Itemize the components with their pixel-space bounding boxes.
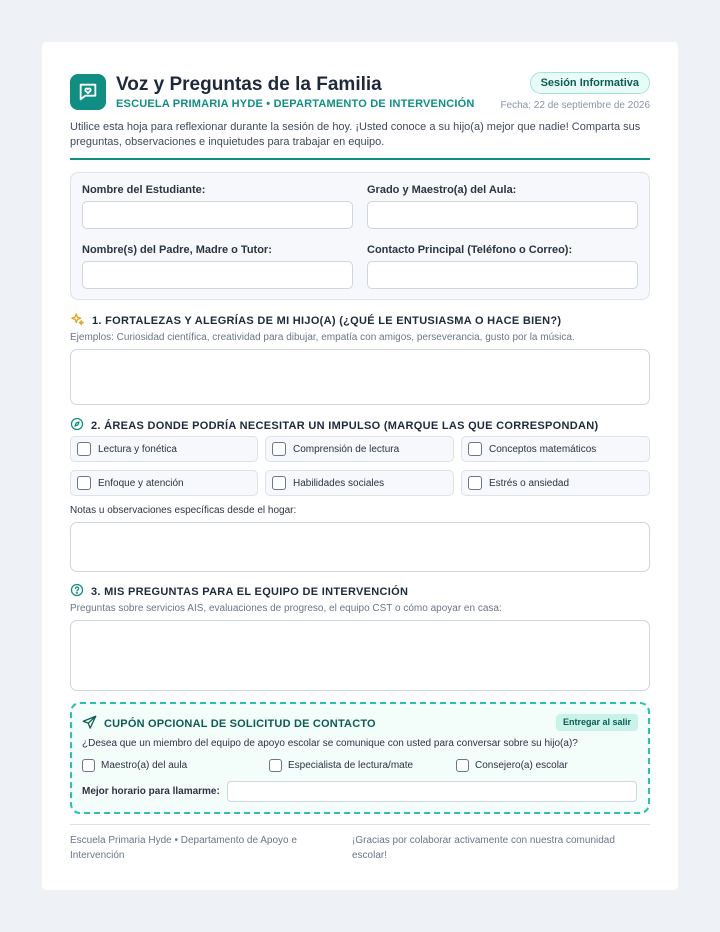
checkbox[interactable] <box>468 476 482 490</box>
checkbox[interactable] <box>456 759 469 772</box>
option-reading-phonics[interactable] <box>70 436 258 462</box>
option-label: Habilidades sociales <box>293 477 385 489</box>
home-notes-label: Notas u observaciones específicas desde el hogar: <box>70 505 297 516</box>
option-label: Maestro(a) del aula <box>101 760 188 771</box>
form-page <box>42 42 678 890</box>
checkbox[interactable] <box>269 759 282 772</box>
questions-textarea[interactable] <box>70 620 650 691</box>
compass-icon <box>70 417 84 434</box>
home-notes-textarea[interactable] <box>70 522 650 572</box>
best-time-field[interactable] <box>227 781 637 802</box>
sparkles-icon <box>70 312 85 330</box>
section-2-title: 2. ÁREAS DONDE PODRÍA NECESITAR UN IMPULSO (MARQUE LAS QUE CORRESPONDAN) <box>91 419 599 432</box>
option-focus-attention[interactable] <box>70 470 258 496</box>
page-title: Voz y Preguntas de la Familia <box>116 74 382 95</box>
parent-name-field[interactable] <box>82 261 353 289</box>
option-math-concepts[interactable] <box>461 436 650 462</box>
footer-thanks: ¡Gracias por colaborar activamente con nuestra comunidad escolar! <box>352 835 615 861</box>
option-label: Comprensión de lectura <box>293 443 400 455</box>
grade-teacher-label: Grado y Maestro(a) del Aula: <box>367 184 517 196</box>
option-label: Consejero(a) escolar <box>475 760 568 771</box>
coupon-question: ¿Desea que un miembro del equipo de apoyo escolar se comunique con usted para conversar sobre su hijo(a)? <box>82 738 578 749</box>
strengths-textarea[interactable] <box>70 349 650 405</box>
contact-label: Contacto Principal (Teléfono o Correo): <box>367 244 573 256</box>
option-social-skills[interactable] <box>265 470 454 496</box>
best-time-label: Mejor horario para llamarme: <box>82 786 220 797</box>
coupon-title: CUPÓN OPCIONAL DE SOLICITUD DE CONTACTO <box>104 718 376 730</box>
header-divider <box>70 158 650 160</box>
date-text: Fecha: 22 de septiembre de 2026 <box>500 100 650 111</box>
send-icon <box>82 715 97 733</box>
section-1-title: 1. FORTALEZAS Y ALEGRÍAS DE MI HIJO(A) (¿QUÉ LE ENTUSIASMA O HACE BIEN?) <box>92 315 562 327</box>
section-3-heading <box>70 583 408 600</box>
question-circle-icon <box>70 583 84 600</box>
option-label: Especialista de lectura/mate <box>288 760 414 771</box>
option-classroom-teacher[interactable] <box>82 759 187 772</box>
footer-school: Escuela Primaria Hyde • Departamento de Apoyo e Intervención <box>70 835 297 861</box>
section-2-heading <box>70 417 598 434</box>
coupon-pill: Entregar al salir <box>556 714 638 731</box>
section-1-heading <box>70 312 561 330</box>
page-subtitle: ESCUELA PRIMARIA HYDE • DEPARTAMENTO DE INTERVENCIÓN <box>116 98 475 110</box>
checkbox[interactable] <box>77 476 91 490</box>
parent-name-label: Nombre(s) del Padre, Madre o Tutor: <box>82 244 272 256</box>
option-label: Conceptos matemáticos <box>489 443 597 455</box>
option-label: Lectura y fonética <box>98 443 177 455</box>
student-info-card <box>70 172 650 300</box>
contact-field[interactable] <box>367 261 638 289</box>
section-1-note: Ejemplos: Curiosidad científica, creatividad para dibujar, empatía con amigos, perseverancia, gusto por la música. <box>70 332 575 343</box>
checkbox[interactable] <box>272 442 286 456</box>
checkbox[interactable] <box>272 476 286 490</box>
option-label: Enfoque y atención <box>98 477 184 489</box>
footer-divider <box>70 824 650 825</box>
option-school-counselor[interactable] <box>456 759 568 772</box>
option-reading-math-specialist[interactable] <box>269 759 413 772</box>
checkbox[interactable] <box>77 442 91 456</box>
intro-text: Utilice esta hoja para reflexionar durante la sesión de hoy. ¡Usted conoce a su hijo(a) mejor que nadie! Comparta sus preguntas, observaciones e inquietudes para trabajar en equipo. <box>70 121 641 148</box>
option-label: Estrés o ansiedad <box>489 477 570 489</box>
student-name-field[interactable] <box>82 201 353 229</box>
contact-request-coupon <box>70 702 650 814</box>
chat-heart-icon <box>70 74 106 110</box>
session-badge: Sesión Informativa <box>530 72 650 94</box>
student-name-label: Nombre del Estudiante: <box>82 184 206 196</box>
checkbox[interactable] <box>82 759 95 772</box>
checkbox[interactable] <box>468 442 482 456</box>
coupon-heading <box>82 715 376 733</box>
option-reading-comprehension[interactable] <box>265 436 454 462</box>
section-3-title: 3. MIS PREGUNTAS PARA EL EQUIPO DE INTERVENCIÓN <box>91 585 409 598</box>
grade-teacher-field[interactable] <box>367 201 638 229</box>
option-stress-anxiety[interactable] <box>461 470 650 496</box>
section-3-note: Preguntas sobre servicios AIS, evaluaciones de progreso, el equipo CST o cómo apoyar en casa: <box>70 603 502 614</box>
